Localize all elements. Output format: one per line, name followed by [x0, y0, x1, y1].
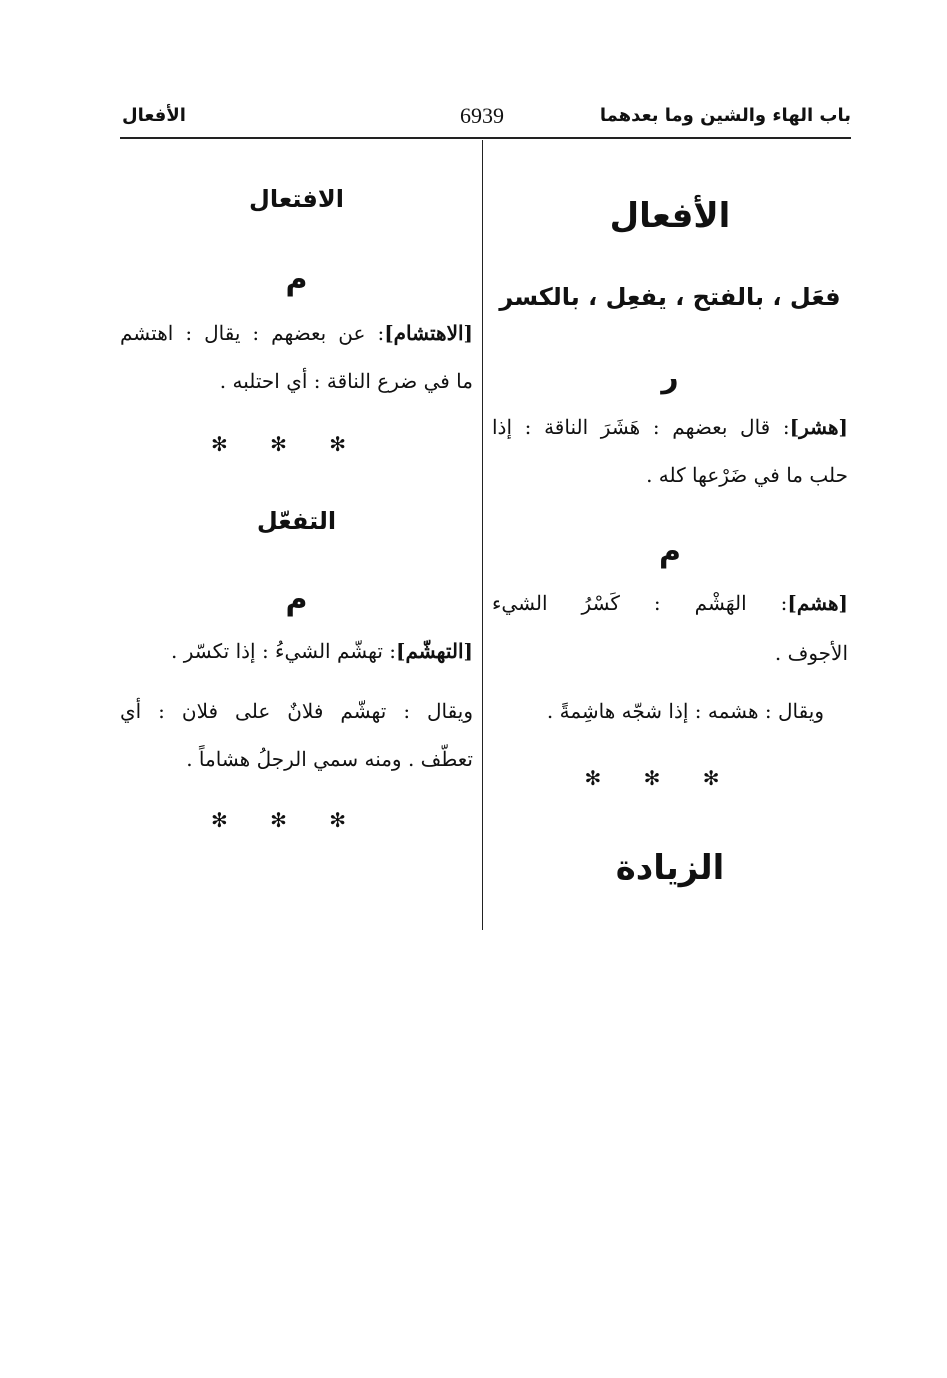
entry-tahashshum-line1 — [171, 636, 473, 666]
entry-hashm-line2: الأجوف . — [774, 641, 848, 665]
entry-term-hashr: [هشر] — [789, 415, 848, 439]
section-title-tafaul: التفعّل — [256, 507, 337, 535]
letter-heading-m-1: م — [285, 262, 308, 297]
left-column — [120, 140, 473, 930]
page-number: 6939 — [460, 103, 504, 128]
entry-tahashshum-text1: : تهشّم الشيءُ : إذا تكسّر . — [171, 639, 397, 663]
entry-term-ihtisham: [الاهتشام] — [384, 321, 473, 345]
right-column — [492, 140, 848, 930]
section-separator-stars: ✻ ✻ ✻ — [584, 766, 738, 790]
entry-ihtisham-line1 — [120, 318, 473, 348]
entry-hashr-text1: : قال بعضهم : هَشَرَ الناقة : إذا — [492, 415, 790, 439]
column-divider — [482, 140, 483, 930]
section-title-ziyada: الزيادة — [615, 848, 725, 888]
letter-heading-r: ر — [661, 360, 679, 395]
header-rule — [120, 137, 851, 139]
section-title-afal: الأفعال — [609, 196, 731, 236]
section-title-iftial: الافتعال — [249, 185, 344, 213]
entry-tahashshum-line3: تعطّف . ومنه سمي الرجلُ هشاماً . — [186, 747, 473, 771]
entry-ihtisham-text1: : عن بعضهم : يقال : اهتشم — [120, 321, 385, 345]
entry-hashm-text1: : الهَشْم : كَسْرُ الشيء — [492, 591, 788, 615]
section-separator-stars-1: ✻ ✻ ✻ — [211, 432, 364, 456]
entry-hashr-line2: حلب ما في ضَرْعها كله . — [646, 463, 848, 487]
letter-heading-m: م — [659, 534, 681, 569]
entry-tahashshum-line2: ويقال : تهشّم فلانٌ على فلان : أي — [120, 699, 473, 723]
running-head-chapter: باب الهاء والشين وما بعدهما — [599, 105, 851, 126]
entry-hashr-line1 — [492, 412, 848, 442]
entry-term-tahashshum: [التهشّم] — [396, 639, 473, 663]
letter-heading-m-2: م — [285, 582, 308, 617]
entry-ihtisham-line2: ما في ضرع الناقة : أي احتلبه . — [219, 369, 473, 393]
section-separator-stars-2: ✻ ✻ ✻ — [211, 808, 364, 832]
running-head-section: الأفعال — [122, 105, 186, 126]
entry-term-hashm: [هشم] — [787, 591, 848, 615]
entry-hashm-line1 — [492, 588, 848, 618]
pattern-subtitle: فعَل ، بالفتح ، يفعِل ، بالكسر — [499, 283, 841, 311]
entry-hashm-line3: ويقال : هشمه : إذا شجّه هاشِمةً . — [546, 699, 824, 723]
